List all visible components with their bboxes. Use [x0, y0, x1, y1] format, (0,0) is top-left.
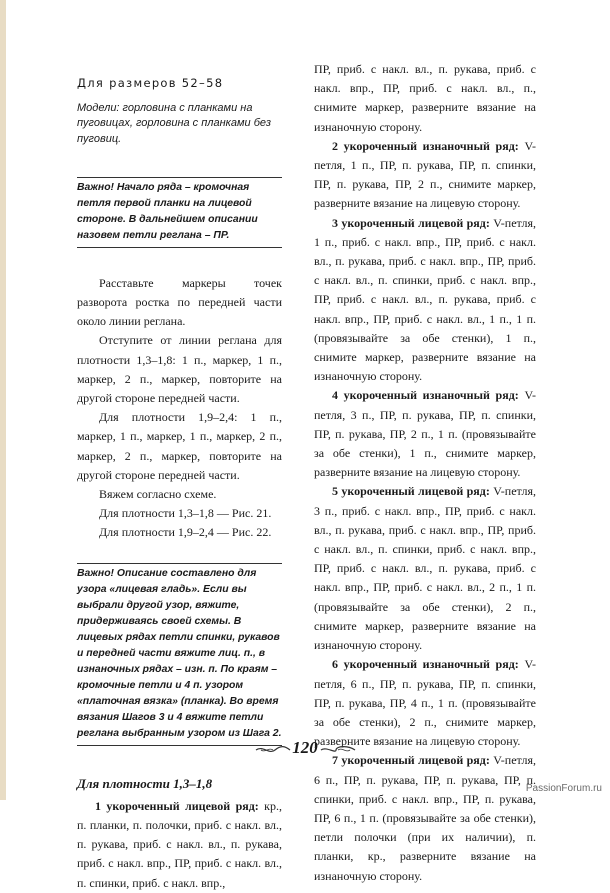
row-4-title: 4 укороченный изнаночный ряд: [332, 388, 519, 403]
paragraph-density-1: Отступите от линии реглана для плотности 1,3–1,8: 1 п., маркер, 1 п., маркер, 2 п., маркер, повторите на другой стороне передней части. [77, 333, 282, 406]
row-1-paragraph [77, 797, 282, 893]
row-1-text: кр., п. планки, п. полочки, приб. с накл. вл., п. рукава, приб. с накл. вл., п. рукава, приб. с накл. впр., ПР, приб. с накл. вл., п. спинки, приб. с накл. впр., [77, 798, 282, 890]
page-number: 120 [292, 738, 318, 757]
row-6-paragraph [314, 655, 536, 751]
row-4-text: V-петля, 3 п., ПР, п. рукава, ПР, п. спинки, ПР, п. рукава, ПР, 2 п., 1 п. (провязывайте за обе стенки), 1 п., снимите маркер, разверните вязание на лицевую сторону. [314, 388, 537, 480]
row-2-title: 2 укороченный изнаночный ряд: [332, 138, 519, 153]
row-4-paragraph [314, 386, 536, 482]
page-footer [0, 739, 610, 759]
paragraph-figure-21: Для плотности 1,3–1,8 — Рис. 21. [99, 506, 272, 521]
row-7-paragraph [314, 751, 536, 885]
row-6-title: 6 укороченный изнаночный ряд: [332, 657, 519, 672]
row-3-paragraph [314, 214, 536, 387]
site-watermark: PassionForum.ru [525, 783, 602, 794]
page-spine-edge [0, 0, 6, 800]
right-column [314, 60, 536, 886]
important-note-pattern: Важно! Описание составлено для узора «лицевая гладь». Если вы выбрали другой узор, вяжите, придерживаясь своей схемы. В лицевых рядах петли спинки, рукавов и передней части вяжите лиц. п., в изнаночных рядах – изн. п. По краям – кромочные петли и 4 п. узором «платочная вязка» (планка). Во время вязания Шагов 3 и 4 вяжите петли реглана выбранным узором из Шага 2. [77, 563, 282, 746]
paragraph-density-2: Для плотности 1,9–2,4: 1 п., маркер, 1 п., маркер, 1 п., маркер, 2 п., маркер, 2 п., маркер, повторите на другой стороне передней части. [77, 410, 282, 482]
density-subheading: Для плотности 1,3–1,8 [77, 775, 213, 791]
left-column [77, 60, 282, 893]
row-1-title: 1 укороченный лицевой ряд: [95, 798, 259, 813]
row-7-text: V-петля, 6 п., ПР, п. рукава, ПР, п. рукава, ПР, п. спинки, приб. с накл. впр., ПР, п. рукава, ПР, 6 п., 1 п. (провязывайте за обе стенки), петли полочки (при их наличии), п. планки, кр., разверните вязание на изнаночную сторону. [314, 753, 536, 883]
paragraph-scheme: Вяжем согласно схеме. [99, 487, 217, 502]
row-3-text: V-петля, 1 п., приб. с накл. впр., ПР, приб. с накл. вл., п. рукава, приб. с накл. впр., ПР, приб. с накл. вл., п. спинки, приб. с накл. впр., ПР, приб. с накл. вл., п. рукава, приб. с накл. впр., ПР, приб. с накл. вл., 1 п., 1 п. (провязывайте за обе стенки), 1 п., снимите маркер, разверните вязание на изнаночную сторону. [314, 215, 536, 384]
row-5-paragraph [314, 482, 536, 655]
row-5-title: 5 укороченный лицевой ряд: [332, 484, 490, 499]
paragraph-figure-22: Для плотности 1,9–2,4 — Рис. 22. [99, 525, 272, 540]
row-7-title: 7 укороченный лицевой ряд: [332, 753, 490, 768]
paragraph-markers: Расставьте маркеры точек разворота ростка по передней части около линии реглана. [77, 275, 282, 329]
row-5-text: V-петля, 3 п., приб. с накл. впр., ПР, приб. с накл. вл., п. рукава, приб. с накл. впр., ПР, приб. с накл. вл., п. спинки, приб. с накл. впр., ПР, приб. с накл. вл., п. рукава, приб. с накл. впр., ПР, приб. с накл. вл., 2 п., 1 п. (провязывайте за обе стенки), 2 п., снимите маркер, разверните вязание на изнаночную сторону. [314, 484, 536, 653]
row-2-text: V-петля, 1 п., ПР, п. рукава, ПР, п. спинки, ПР, п. рукава, ПР, 2 п., снимите маркер, разверните вязание на лицевую сторону. [314, 138, 537, 211]
row-1-continuation: ПР, приб. с накл. вл., п. рукава, приб. с накл. впр., ПР, приб. с накл. вл., п., снимите маркер, разверните вязание на изнаночную сторону. [314, 62, 536, 134]
flourish-ornament-right-icon [320, 744, 356, 756]
models-note: Модели: горловина с планками на пуговицах, горловина с планками без пуговиц. [77, 102, 271, 145]
row-2-paragraph [314, 137, 536, 214]
row-3-title: 3 укороченный лицевой ряд: [332, 215, 490, 230]
section-heading: Для размеров 52–58 [77, 76, 224, 90]
important-note-start: Важно! Начало ряда – кромочная петля первой планки на лицевой стороне. В дальнейшем описании назовем петли реглана – ПР. [77, 177, 282, 248]
row-6-text: V-петля, 6 п., ПР, п. рукава, ПР, п. спинки, ПР, п. рукава, ПР, 4 п., 1 п. (провязывайте за обе стенки), 2 п., снимите маркер, разверните вязание на лицевую сторону. [314, 657, 537, 749]
